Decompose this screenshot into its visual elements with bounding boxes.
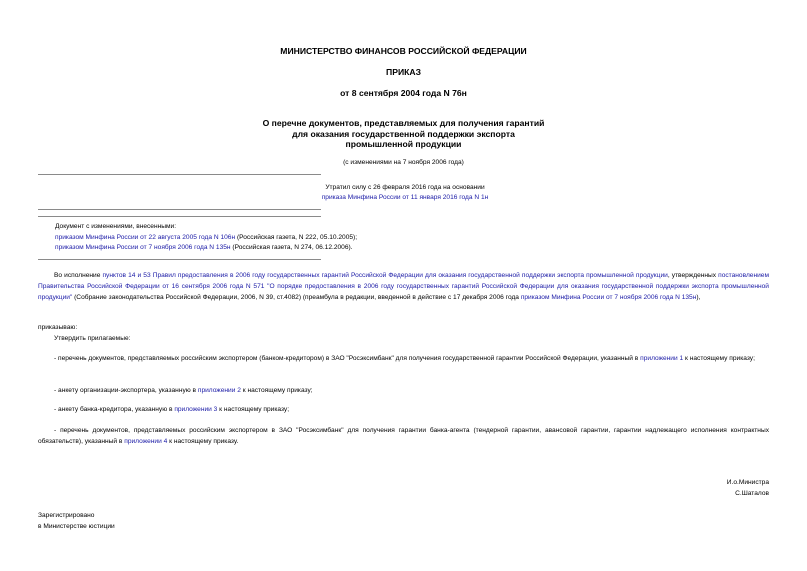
list-item-text: к настоящему приказу; [683, 355, 755, 362]
date-number-heading: от 8 сентября 2004 года N 76н [340, 88, 467, 98]
list-item-text: к настоящему приказу; [217, 406, 290, 413]
registration-block [38, 511, 115, 532]
doc-type-heading: ПРИКАЗ [386, 67, 421, 77]
divider [38, 174, 321, 175]
preamble-text: (Собрание законодательства Российской Федерации, 2006, N 39, ст.4082) (преамбула в редакции, введенной в действие с 17 декабря 2006 года [72, 293, 521, 301]
list-item [38, 354, 769, 365]
order-link[interactable]: приказом Минфина России от 7 ноября 2006 года N 135н [520, 293, 697, 301]
divider [38, 259, 321, 260]
amendment-link[interactable]: приказом Минфина России от 22 августа 2005 года N 106н [55, 233, 236, 241]
amendment-item [55, 233, 357, 244]
signature-block [727, 478, 769, 499]
appendix-3-link[interactable]: приложении 3 [174, 406, 218, 413]
changes-note: (с изменениями на 7 ноября 2006 года) [343, 159, 464, 166]
appendix-2-link[interactable]: приложении 2 [197, 387, 241, 394]
list-item-text: - перечень документов, представляемых российским экспортером в ЗАО "Росэксимбанк" для получения гарантии банка-агента (тендерной гарантии, авансовой гарантии, гарантии надлежащего исполнения контрактных обязательств), указанный в [38, 427, 769, 445]
amendments-intro: Документ с изменениями, внесенными: [55, 223, 177, 230]
amendments-block [55, 222, 357, 254]
title-line: для оказания государственной поддержки экспорта [292, 128, 515, 139]
registration-line: в Министерстве юстиции [38, 522, 115, 530]
approve-text: Утвердить прилагаемые: [54, 335, 131, 342]
appendix-1-link[interactable]: приложении 1 [640, 355, 684, 362]
preamble-paragraph [38, 271, 769, 303]
title-line: О перечне документов, представляемых для получения гарантий [262, 118, 545, 128]
list-item-text: к настоящему приказу; [240, 387, 313, 394]
ministry-heading: МИНИСТЕРСТВО ФИНАНСОВ РОССИЙСКОЙ ФЕДЕРАЦИИ [280, 46, 527, 56]
list-item-text: - анкету банка-кредитора, указанную в [54, 406, 175, 413]
lost-force-link[interactable]: приказа Минфина России от 11 января 2016 года N 1н [321, 194, 489, 201]
list-item [38, 405, 769, 416]
preamble-text: , утвержденных [667, 272, 719, 279]
rules-link[interactable]: пунктов 14 и 53 Правил предоставления в 2006 году государственных гарантий Российской Федерации для оказания государственной поддержки экспорта промышленной продукции [102, 272, 668, 279]
order-word: приказываю: [38, 324, 78, 331]
lost-force-text: Утратил силу с 26 февраля 2016 года на основании [325, 184, 485, 191]
lost-force-note [250, 183, 560, 203]
document-title [0, 118, 807, 150]
list-item [38, 426, 769, 448]
preamble-text: Во исполнение [54, 272, 103, 279]
divider [38, 216, 321, 217]
amendment-link[interactable]: приказом Минфина России от 7 ноября 2006 года N 135н [55, 244, 231, 251]
list-item-text: - перечень документов, представляемых российским экспортером (банком-кредитором) в ЗАО "Росэксимбанк" для получения государственной гарантии Российской Федерации, указанный в [54, 355, 641, 362]
approve-line [38, 334, 769, 345]
signatory-position: И.о.Министра [726, 479, 769, 486]
title-line: промышленной продукции [345, 139, 462, 149]
resolution-link[interactable]: постановлением Правительства Российской Федерации от 16 сентября 2006 года N 571 "О порядке предоставления в 2006 году государственных гарантий Российской Федерации для оказания государственной поддержки экспорта промышленной продукции" [38, 272, 769, 301]
preamble-text: ), [696, 293, 701, 301]
appendix-4-link[interactable]: приложении 4 [124, 437, 168, 445]
list-item-text: - анкету организации-экспортера, указанную в [54, 387, 198, 394]
amendment-source: (Российская газета, N 222, 05.10.2005); [235, 233, 358, 241]
divider [38, 209, 321, 210]
list-item-text: к настоящему приказу. [167, 437, 239, 445]
signatory-name: С.Шаталов [735, 489, 769, 497]
amendment-item [55, 243, 357, 254]
registration-line: Зарегистрировано [38, 512, 95, 519]
list-item [38, 386, 769, 397]
amendment-source: (Российская газета, N 274, 06.12.2006). [230, 244, 353, 251]
